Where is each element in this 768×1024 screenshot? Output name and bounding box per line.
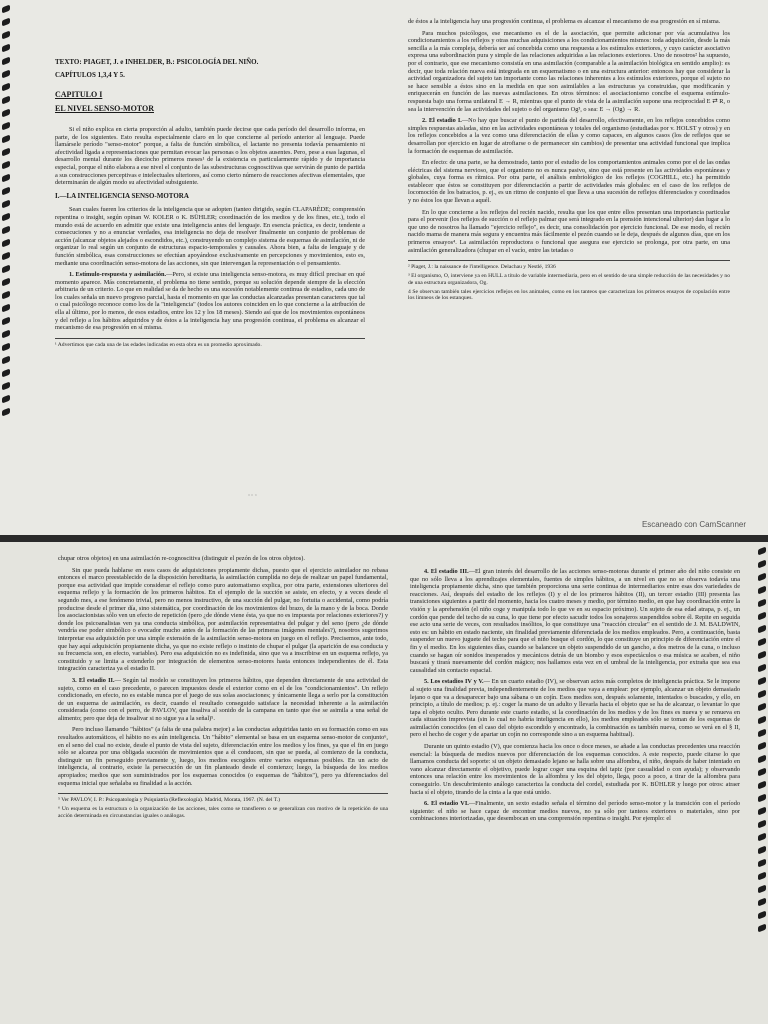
paragraph: En lo que concierne a los reflejos del recién nacido, resulta que los que entre ellos presentan una importancia particular para el porvenir (los reflejos de succión o el reflejo palmar que será integrado en la prensión intencional ulterior) dan lugar a lo que uno de nosotros ha llamado "ejercicio reflejo", es decir, una consolidación por ejercicio funcional. De ese modo, el recién nacido mama de manera más segura y encuentra más fácilmente el pezón cuando se le deja, después de algunos días, que en los primeros ensayos⁴. La asimilación reproductora o funcional que asegura ese ejercicio se prolonga, por otra parte, en una asimilación generalizadora (chupar en el vacío, entre las tetadas o bbox=[408, 208, 730, 254]
footnotes-left-bottom bbox=[58, 793, 388, 819]
stage-text: — Según tal modelo se constituyen los primeros hábitos, que dependen directamente de una actividad de sujeto, como en el caso precedente, o parecen impuestos desde el exterior como en el de los "condicionamientos". Un reflejo condicionado, en efecto, no es estable nunca por el juego de sus solas asociaciones; y únicamente llega a serlo por la constitución de un esquema de asimilación, es decir, cuando el resultado conseguido satisface la necesidad inherente a la asimilación considerada (como con el perro, de PAVLOV, que insaliva al sonido de la campana en tanto que ése se asimila a una señal de alimento; pero que deja de insalivar si no sigue ya a la señal)⁵. bbox=[58, 676, 388, 722]
chapter-subtitle: EL NIVEL SENSO-MOTOR bbox=[55, 104, 154, 113]
binding-holes-left bbox=[0, 0, 12, 535]
subsection-paragraph: —Pero, si existe una inteligencia senso-motora, es muy difícil precisar en qué momento aparece. Más concretamente, el problema no tiene sentido, porque su solución depende siempre de la elección arbitraria de un criterio. Lo que en realidad se da de hecho es una sucesión notablemente continua de estadios, cada uno de los cuales señala un nuevo progreso parcial, hasta el momento en que las conductas alcanzadas presentan caracteres que tal o cual psicólogo reconoce como los de la "inteligencia" (todos los autores coinciden en lo que concierne a la atribución de ella al último, por lo menos, de esos estadios, entre los 12 y los 18 meses). Siendo así que de los movimientos espontáneos y del reflejo a los hábitos adquiridos y de éstos a la inteligencia hay una progresión continua, el problema es alcanzar el mecanismo de esa progresión en sí misma. bbox=[55, 271, 365, 332]
chapters-line: CAPÍTULOS 1,3,4 Y 5. bbox=[55, 71, 125, 79]
paragraph: Durante un quinto estadio (V), que comienza hacia los once o doce meses, se añade a las conductas precedentes una reacción esencial: la búsqueda de medios nuevos por diferenciación de los esquemas conocidos. A este respecto, puede citarse lo que llamamos conducta del soporte: si un objeto demasiado lejano se halla sobre una alfombra, el niño, después de haber intentado en vano alcanzar directamente el objetivo, puede lograr coger una esquina del tapiz (por casualidad o con ayuda); y observando entonces una relación entre los movimientos de la alfombra y los del objeto, llega, poco a poco, a tirar de la alfombra para conseguirlo. Un descubrimiento análogo caracteriza la conducta del cordel, estudiada por K. BÜHLER y luego por otros: atraer hacia sí el objeto, tirando de la cinta a la que está unido. bbox=[410, 743, 740, 796]
paragraph: Pero incluso llamando "hábitos" (a falta de una palabra mejor) a las conductas adquiridas tanto en su formación como en sus resultados automáticos, el hábito no es aún inteligencia. Un "hábito" elemental se basa en un esquema senso-motor de conjunto⁶, en el seno del cual no existe, desde el punto de vista del sujeto, diferenciación entre los medios y los fines, ya que el fin en juego sólo se alcanza por una obligada sucesión de movimientos que a él conducen, sin que se pueda, al comienzo de la conducta, distinguir un fin perseguido previamente y, luego, los medios escogidos entre varios esquemas posibles. En un acto de inteligencia, al contrario, existe la persecución de un fin planteado desde el comienzo; luego, la búsqueda de los medios apropiados; medios que son suministrados por los esquemas conocidos (o esquemas de "hábitos"), pero ya diferenciados del esquema inicial que señalaba su finalidad a la acción. bbox=[58, 726, 388, 787]
footnote: ⁶ Un esquema es la estructura o la organización de las acciones, tales como se transfieren o se generalizan con motivo de la repetición de una acción determinada en circunstancias iguales o análogas. bbox=[58, 806, 388, 819]
intro-paragraph: Si el niño explica en cierta proporción al adulto, también puede decirse que cada período del desarrollo informa, en parte, de los siguientes. Esto resulta especialmente claro en lo que concierne al período anterior al lenguaje. Puede llamársele período "senso-motor" porque, a falta de función simbólica, el lactante no presenta todavía pensamiento ni afectividad ligada a representaciones que permitan evocar las personas o los objetos ausentes. Pero, pese a esas lagunas, el desarrollo mental durante los dieciocho primeros meses¹ de la existencia es particularmente rápido y de importancia especial, porque el niño elabora a ese nivel el conjunto de las subestructuras cognoscitivas que servirán de punto de partida a sus construcciones perceptivas e intelectuales ulteriores, así como cierto número de reacciones afectivas elementales, que determinarán de algún modo su afectividad subsiguiente. bbox=[55, 126, 365, 187]
paragraph: de éstos a la inteligencia hay una progresión continua, el problema es alcanzar el mecanismo de esa progresión en sí misma. bbox=[408, 18, 721, 25]
paragraph: chupar otros objetos) en una asimilación re-cognoscitiva (distinguir el pezón de los otros objetos). bbox=[58, 555, 305, 562]
bottom-left-column bbox=[58, 555, 388, 822]
stage-title: 2. El estadio I. bbox=[422, 117, 462, 125]
top-left-column bbox=[55, 58, 365, 351]
footnote: ⁵ Ver PAVLOV, I. P.: Psicopatología y Psiquiatría (Reflexología). Madrid, Morata, 1967. (N. del T.) bbox=[58, 797, 280, 804]
source-header: TEXTO: PIAGET, J. e INHELDER, B.: PSICOLOGÍA DEL NIÑO. bbox=[55, 58, 259, 66]
stage-title: 5. Los estadios IV y V. bbox=[424, 678, 484, 686]
footnotes-left-top bbox=[55, 338, 365, 349]
stage-title: 6. El estadio VI. bbox=[424, 800, 469, 808]
page-mark: " " " bbox=[248, 495, 257, 500]
stage-text: — En un cuarto estadio (IV), se observan actos más completos de inteligencia práctica. Se le impone al sujeto una finalidad previa, independientemente de los medios que vaya a emplear: por ejemplo, alcanzar un objeto demasiado lejano o que va a desaparecer bajo una sábana o un cojín. Esos medios son, después solamente, intentados o buscados, y ello, en principio, a título de medios; p. ej.: coger la mano de un adulto y llevarla hacia el objeto que se ha de alcanzar, o levantar lo que tapa el objeto oculto. Pero durante este cuarto estadio, si la coordinación de los medios y de los fines es nueva y se renueva en cada situación imprevista (sin lo cual no habría inteligencia en ello), los medios empleados sólo se toman de los esquemas de asimilación conocidos (en el caso del objeto escondido y encontrado, la combinación es también nueva, como se verá en el § II, pero el hecho de coger y de apartar un cojín no corresponde sino a un esquema habitual). bbox=[410, 678, 740, 739]
paragraph: Para muchos psicólogos, ese mecanismo es el de la asociación, que permite adicionar por vía acumulativa los condicionamientos a los reflejos y otras muchas adquisiciones a los condicionamientos mismos: toda adquisición, desde la más sencilla a la más compleja, debería ser así concebida como una respuesta a los estímulos exteriores, y cuyo carácter asociativo expresa una subordinación pura y simple de las relaciones adquiridas a las relaciones exteriores. Uno de nosotros² ha supuesto, por el contrario, que ese mecanismo consistía en una asimilación (comparable a la asimilación biológica en sentido amplio): es decir, que toda relación nueva está integrada en un esquematismo o en una estructura anterior: entonces hay que considerar la actividad organizadora del sujeto tan importante como las relaciones inherentes a los estímulos exteriores, porque el sujeto no se hace sensible a éstos sino en la medida en que son asimilables a las estructuras ya construidas, que modificarán y enriquecerán en función de las nuevas asimilaciones. En otros términos: el asociacionismo concibe el esquema estímulo-respuesta bajo una forma unilateral E → R, mientras que el punto de vista de la asimilación supone una reciprocidad E ⇄ R, o sea la intervención de las actividades del sujeto o del organismo Og³, o sea: E → (Og) → R. bbox=[408, 29, 730, 113]
section-paragraph: Sean cuales fueren los criterios de la inteligencia que se adopten (tanteo dirigido, según CLAPARÈDE; comprensión repentina o insight, según opinan W. KOLER o K. BÜHLER; coordinación de los medios y de los fines, etc.), todo el mundo está de acuerdo en admitir que existe una inteligencia antes del lenguaje. En esencia práctica, es decir, tendente a consecuciones y no a enunciar verdades, esa inteligencia no deja de resolver finalmente un conjunto de problemas de acción (alcanzar objetos alejados o escondidos, etc.), construyendo un complejo sistema de esquemas de asimilación, ni de organizar lo real según un conjunto de estructuras espacio-temporales y causales. Ahora bien, a falta de lenguaje y de función simbólica, esas construcciones se efectúan apoyándose exclusivamente en percepciones y movimientos, esto es, mediante una coordinación senso-motora de las acciones, sin que intervengan la representación o el pensamiento. bbox=[55, 206, 365, 267]
stage-text: —No hay que buscar el punto de partida del desarrollo, efectivamente, en los reflejos concebidos como simples respuestas aisladas, sino en las actividades espontáneas y totales del organismo (estudiadas por v. HOLST y otros) y en los reflejos concebidos a la vez como una diferenciación de ellas y como capaces, en algunos casos (los de reflejos que se desarrollan por ejercicio en lugar de atrofiarse o de permanecer sin cambios) de presentar una actividad funcional que implica la formación de esquemas de asimilación. bbox=[408, 117, 731, 155]
scanned-page-bottom bbox=[0, 542, 768, 1024]
footnote: ¹ Advertimos que cada una de las edades indicadas en esta obra es un promedio aproximado. bbox=[55, 341, 262, 348]
footnote: ² Piaget, J.: la naissance de l'intelligence. Delachau y Nestlé, 1936 bbox=[408, 264, 556, 271]
footnotes-right-top bbox=[408, 260, 730, 302]
footnote: 4 Se observan también tales ejercicios reflejos en los animales, como en los tanteos que caracterizan los primeros ensayos de copulación entre los limneos de los estanques. bbox=[408, 288, 730, 302]
stage-title: 4. El estadio III. bbox=[424, 568, 469, 575]
bottom-right-column bbox=[410, 568, 740, 827]
paragraph: En efecto: de una parte, se ha demostrado, tanto por el estudio de los comportamientos animales como por el de las ondas eléctricas del sistema nervioso, que el organismo no es nunca pasivo, sino que está presente en las actividades espontáneas y globales, cuya forma es rítmica. Por otra parte, el análisis embriológico de los reflejos (COGHILL, etc.) ha permitido establecer que éstos se constituyen por diferenciación a partir de actividades más globales: en el caso de los reflejos de locomoción de los batracios, p. ej., es un ritmo de conjunto el que lleva a una sucesión de reflejos diferenciados y coordinados y no éstos los que llevan a aquél. bbox=[408, 159, 730, 205]
top-right-column bbox=[408, 18, 730, 304]
scanner-watermark: Escaneado con CamScanner bbox=[641, 520, 746, 529]
section-title: I.—LA INTELIGENCIA SENSO-MOTORA bbox=[55, 191, 189, 200]
chapter-title: CAPITULO I bbox=[55, 90, 103, 99]
footnote: ³ El organismo, O, interviene ya en HULL a título de variable intermediaria, pero en el sentido de una simple reducción de las necesidades y no de una estructura organizadora, Og. bbox=[408, 273, 730, 286]
paragraph: Sin que pueda hablarse en esos casos de adquisiciones propiamente dichas, puesto que el ejercicio asimilador no rebasa entonces el marco preestablecido de la disposición hereditaria, la asimilación cumplida no deja de realizar un papel fundamental, porque esa actividad que impide considerar el reflejo como puro automatismo explica, por otra parte, extensiones ulteriores del esquema reflejo y la formación de los primeros hábitos. En el ejemplo de la succión se asiste, en efecto, y a veces desde el segundo mes, a ese fenómeno trivial, pero no menos instructivo, de una succión del pulgar, no fortuita o accidental, como podría producirse desde el primer día, sino sistemática, por coordinación de los movimientos del brazo, de la mano y de la boca. Donde los asociacionistas sólo ven un efecto de repetición (pero ¿de dónde viene ésta, ya que no es impuesta por relaciones exteriores?) y donde los psicoanalistas ven ya una conducta simbólica, por asimilación representativa del pulgar y del seno (pero ¿de dónde vendría ese poder simbólico o evocador mucho antes de la formación de las primeras imágenes mentales?), nosotros sugerimos interpretar esa adquisición por una simple extensión de la asimilación senso-motora en juego en el reflejo. Precisemos, ante todo, que hay aquí adquisición propiamente dicha, ya que no existe reflejo o instinto de chupar el pulgar (la aparición de esa conducta y su frecuencia son, en efecto, variables). Pero esa adquisición no es indefinida, sino que va a inscribirse en un esquema reflejo, ya constituido y se limita a extenderlo por integración de elementos senso-motores hasta entonces independientes de él. Esta integración caracteriza ya el estadio II. bbox=[58, 566, 388, 673]
stage-text: —Finalmente, un sexto estadio señala el término del período senso-motor y la transición con el período siguiente: el niño se hace capaz de encontrar medios nuevos, no ya sólo por tanteos exteriores o materiales, sino por combinaciones interiorizadas, que desembocan en una comprensión repentina o insight. Por ejemplo: el bbox=[410, 800, 740, 823]
stage-title: 3. El estadio II. bbox=[72, 676, 115, 684]
binding-holes-right bbox=[756, 542, 768, 1024]
stage-text: —El gran interés del desarrollo de las acciones senso-motoras durante el primer año del niño consiste en que no sólo lleva a los aprendizajes elementales, fuentes de simples hábitos, a un nivel en que no se observa todavía una inteligencia propiamente dicha, sino que también proporciona una serie continua de intermediarios entre esas dos variedades de reacciones. Así, después del estadio de los reflejos (I) y el de los primeros hábitos (II), un tercer estadio (III) presenta las transiciones siguientes a partir del momento, hacia los cuatro meses y medio, por término medio, en que hay coordinación entre la visión y la aprehensión (el niño coge y manipula todo lo que ve en su espacio próximo). Un sujeto de esa edad atrapa, p. ej., un cordón que pende del techo de su cuna, lo que tiene por efecto sacudir todos los sonajeros suspendidos sobre él. Repite en seguida ese acto una serie de veces, con resultados insólitos, lo que constituye una "reacción circular" en el sentido de J. M. BALDWIN, esto es: un hábito en estado naciente, sin finalidad previamente diferenciada de los medios empleados. Pero, a continuación, basta suspender un nuevo juguete del techo para que el niño busque el cordón, lo que constituye un principio de diferenciación entre el fin y el medio. En los siguientes días, cuando se balancee un objeto suspendido de un gancho, a dos metros de la cuna, o incluso cuando se hagan oír sonidos inesperados y mecánicos detrás de un biombo y esos espectáculos o esa música se acaben, el niño buscará y tirará nuevamente del cordón mágico; nos hallamos esta vez en el umbral de la inteligencia, por extraña que sea esa causalidad sin contacto espacial. bbox=[410, 568, 740, 674]
subsection-title: 1. Estímulo-respuesta y asimilación. bbox=[69, 271, 167, 279]
